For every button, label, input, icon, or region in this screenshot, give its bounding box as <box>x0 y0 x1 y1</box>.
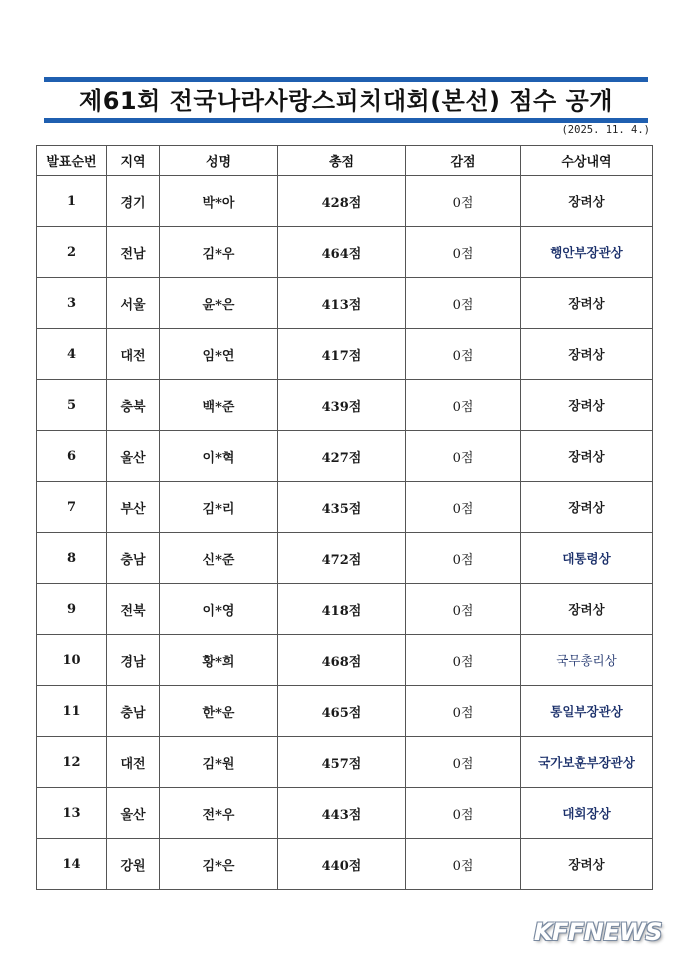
cell-name: 김*은 <box>160 839 278 890</box>
cell-award: 장려상 <box>521 278 653 329</box>
cell-order: 10 <box>37 635 107 686</box>
cell-deduction: 0점 <box>406 329 521 380</box>
table-header-row <box>37 146 653 176</box>
cell-total: 418점 <box>278 584 406 635</box>
cell-region: 서울 <box>107 278 160 329</box>
cell-total: 440점 <box>278 839 406 890</box>
cell-region: 충남 <box>107 686 160 737</box>
cell-name: 신*준 <box>160 533 278 584</box>
cell-deduction: 0점 <box>406 839 521 890</box>
table-row <box>37 227 653 278</box>
cell-total: 468점 <box>278 635 406 686</box>
cell-region: 충북 <box>107 380 160 431</box>
table-row <box>37 533 653 584</box>
cell-order: 14 <box>37 839 107 890</box>
title-rule-top <box>44 77 648 82</box>
table-row <box>37 431 653 482</box>
cell-award: 장려상 <box>521 584 653 635</box>
cell-deduction: 0점 <box>406 737 521 788</box>
cell-total: 427점 <box>278 431 406 482</box>
document-date: (2025. 11. 4.) <box>561 124 650 136</box>
cell-award: 장려상 <box>521 839 653 890</box>
cell-deduction: 0점 <box>406 278 521 329</box>
header-name: 성명 <box>160 146 278 176</box>
cell-order: 7 <box>37 482 107 533</box>
cell-region: 전북 <box>107 584 160 635</box>
table-row <box>37 686 653 737</box>
cell-region: 부산 <box>107 482 160 533</box>
cell-award: 통일부장관상 <box>521 686 653 737</box>
cell-award: 장려상 <box>521 482 653 533</box>
cell-deduction: 0점 <box>406 380 521 431</box>
cell-name: 이*영 <box>160 584 278 635</box>
cell-total: 439점 <box>278 380 406 431</box>
cell-order: 6 <box>37 431 107 482</box>
cell-name: 황*희 <box>160 635 278 686</box>
cell-deduction: 0점 <box>406 482 521 533</box>
cell-name: 전*우 <box>160 788 278 839</box>
cell-deduction: 0점 <box>406 686 521 737</box>
cell-deduction: 0점 <box>406 431 521 482</box>
score-table <box>36 145 653 890</box>
cell-total: 465점 <box>278 686 406 737</box>
cell-name: 이*혁 <box>160 431 278 482</box>
kffnews-watermark: KFFNEWS <box>533 918 662 946</box>
header-total: 총점 <box>278 146 406 176</box>
cell-deduction: 0점 <box>406 227 521 278</box>
header-deduction: 감점 <box>406 146 521 176</box>
table-row <box>37 788 653 839</box>
cell-deduction: 0점 <box>406 176 521 227</box>
cell-name: 한*운 <box>160 686 278 737</box>
cell-total: 457점 <box>278 737 406 788</box>
header-order: 발표순번 <box>37 146 107 176</box>
cell-total: 472점 <box>278 533 406 584</box>
cell-award: 국무총리상 <box>521 635 653 686</box>
cell-deduction: 0점 <box>406 788 521 839</box>
cell-award: 대통령상 <box>521 533 653 584</box>
table-row <box>37 380 653 431</box>
cell-award: 장려상 <box>521 329 653 380</box>
cell-order: 4 <box>37 329 107 380</box>
cell-order: 1 <box>37 176 107 227</box>
cell-region: 경남 <box>107 635 160 686</box>
cell-order: 11 <box>37 686 107 737</box>
cell-region: 전남 <box>107 227 160 278</box>
table-row <box>37 737 653 788</box>
table-row <box>37 278 653 329</box>
cell-name: 박*아 <box>160 176 278 227</box>
cell-total: 417점 <box>278 329 406 380</box>
title-rule-bottom <box>44 118 648 123</box>
cell-name: 김*우 <box>160 227 278 278</box>
page-title: 제61회 전국나라사랑스피치대회(본선) 점수 공개 <box>79 87 613 115</box>
cell-name: 윤*은 <box>160 278 278 329</box>
table-row <box>37 839 653 890</box>
cell-total: 464점 <box>278 227 406 278</box>
cell-region: 울산 <box>107 431 160 482</box>
header-award: 수상내역 <box>521 146 653 176</box>
cell-order: 2 <box>37 227 107 278</box>
cell-region: 강원 <box>107 839 160 890</box>
cell-award: 장려상 <box>521 176 653 227</box>
cell-name: 김*리 <box>160 482 278 533</box>
cell-name: 김*원 <box>160 737 278 788</box>
cell-order: 8 <box>37 533 107 584</box>
cell-order: 9 <box>37 584 107 635</box>
table-row <box>37 482 653 533</box>
cell-award: 장려상 <box>521 431 653 482</box>
cell-region: 울산 <box>107 788 160 839</box>
cell-total: 413점 <box>278 278 406 329</box>
cell-award: 장려상 <box>521 380 653 431</box>
cell-order: 3 <box>37 278 107 329</box>
cell-order: 12 <box>37 737 107 788</box>
cell-name: 백*준 <box>160 380 278 431</box>
cell-region: 대전 <box>107 329 160 380</box>
cell-total: 428점 <box>278 176 406 227</box>
cell-award: 행안부장관상 <box>521 227 653 278</box>
table-row <box>37 329 653 380</box>
cell-order: 13 <box>37 788 107 839</box>
cell-total: 443점 <box>278 788 406 839</box>
cell-deduction: 0점 <box>406 533 521 584</box>
cell-order: 5 <box>37 380 107 431</box>
cell-award: 국가보훈부장관상 <box>521 737 653 788</box>
cell-total: 435점 <box>278 482 406 533</box>
table-row <box>37 635 653 686</box>
cell-name: 임*연 <box>160 329 278 380</box>
cell-award: 대회장상 <box>521 788 653 839</box>
table-row <box>37 584 653 635</box>
cell-deduction: 0점 <box>406 635 521 686</box>
table-row <box>37 176 653 227</box>
cell-region: 경기 <box>107 176 160 227</box>
cell-region: 대전 <box>107 737 160 788</box>
header-region: 지역 <box>107 146 160 176</box>
cell-deduction: 0점 <box>406 584 521 635</box>
cell-region: 충남 <box>107 533 160 584</box>
